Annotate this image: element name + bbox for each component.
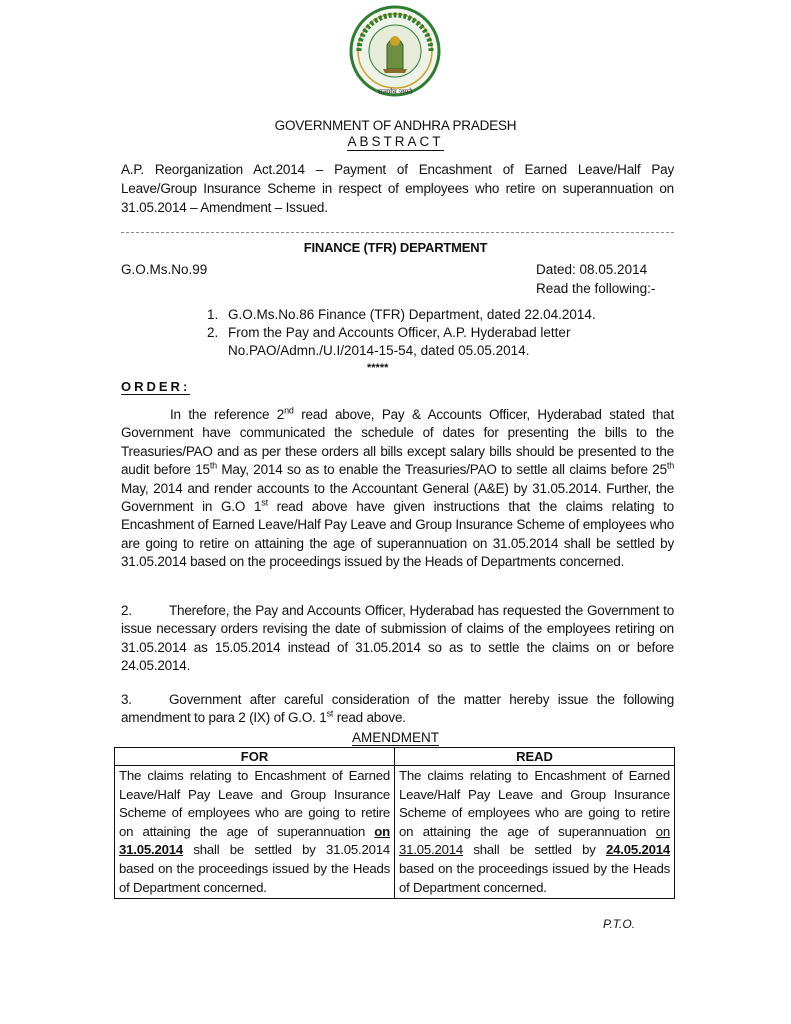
superscript: st — [261, 497, 268, 508]
reference-list — [207, 306, 608, 360]
superscript: nd — [284, 405, 294, 416]
separator-rule — [121, 232, 674, 233]
read-following-label: Read the following:- — [536, 281, 656, 296]
government-heading: GOVERNMENT OF ANDHRA PRADESH — [274, 118, 517, 133]
underlined-date: on 31.05.2014 — [399, 823, 670, 858]
paragraph-number: 2. — [121, 603, 132, 618]
table-row — [115, 766, 675, 899]
emphasized-date: on 31.05.2014 — [119, 823, 390, 858]
go-number: G.O.Ms.No.99 — [121, 262, 208, 277]
reference-item — [207, 324, 608, 360]
department-heading: FINANCE (TFR) DEPARTMENT — [303, 240, 488, 255]
cell-text: shall be settled by 31.05.2014 based on the proceedings issued by the Heads of Department concerned. — [119, 842, 390, 895]
column-header-read: READ — [395, 748, 675, 766]
para1-text: In the reference 2 — [170, 407, 285, 422]
paragraph-3 — [121, 691, 674, 728]
emphasized-date: 24.05.2014 — [605, 842, 670, 858]
para3-text: read above. — [333, 710, 406, 726]
abstract-label: ABSTRACT — [347, 134, 444, 149]
column-header-for: FOR — [115, 748, 395, 766]
reference-number: 2. — [207, 325, 219, 340]
para1-text: May, 2014 so as to enable the Treasuries/PAO to settle all claims before 25 — [216, 462, 667, 478]
superscript: st — [326, 708, 334, 719]
para1-text: May, 2014 and render accounts to the Accountant General (A&E) by 31.05.2014. Further, the Government in G.O 1 — [121, 480, 674, 515]
amendment-table — [114, 747, 675, 899]
amendment-title: AMENDMENT — [352, 730, 439, 745]
order-heading — [121, 379, 190, 394]
table-header-row — [115, 748, 675, 766]
read-cell — [395, 766, 675, 899]
para1-text: read above have given instructions that the claims relating to Encashment of Earned Leave/Half Pay Leave and Group Insurance Scheme of employees who are going to retire on attaining the age of superannuation on 31.05.2014 shall be settled by 31.05.2014 based on the proceedings issued by the Heads of Departments concerned. — [121, 499, 674, 570]
paragraph-1 — [121, 406, 674, 572]
superscript: th — [666, 460, 674, 471]
reference-text: G.O.Ms.No.86 Finance (TFR) Department, dated 22.04.2014. — [228, 307, 596, 322]
separator-stars: ***** — [367, 362, 389, 374]
reference-text: From the Pay and Accounts Officer, A.P. Hyderabad letter No.PAO/Admn./U.I/2014-15-54, dated 05.05.2014. — [228, 325, 571, 358]
para3-text: Government after careful consideration of the matter hereby issue the following amendment to para 2 (IX) of G.O. 1 — [121, 692, 674, 726]
order-label: ORDER: — [121, 379, 191, 394]
superscript: th — [209, 460, 217, 471]
emblem-motto: सत्यमेव जयते — [377, 88, 413, 96]
for-cell — [115, 766, 395, 899]
cell-text: The claims relating to Encashment of Earned Leave/Half Pay Leave and Group Insurance Scheme of employees who are going to retire on attaining the age of superannuation — [399, 768, 670, 839]
go-date: Dated: 08.05.2014 — [536, 262, 648, 277]
reference-number: 1. — [207, 307, 219, 322]
abstract-heading — [0, 134, 791, 149]
cell-text: The claims relating to Encashment of Earned Leave/Half Pay Leave and Group Insurance Scheme of employees who are going to retire on attaining the age of superannuation — [119, 768, 390, 839]
pto-label: P.T.O. — [603, 917, 636, 931]
para2-text: Therefore, the Pay and Accounts Officer, Hyderabad has requested the Government to issue necessary orders revising the date of submission of claims of the employees retiring on 31.05.2014 as 15.05.2014 instead of 31.05.2014 so as to settle the claims on or before 24.05.2014. — [121, 603, 674, 674]
paragraph-number: 3. — [121, 692, 132, 707]
cell-text: based on the proceedings issued by the Heads of Department concerned. — [399, 860, 670, 895]
para1-text: read above, Pay & Accounts Officer, Hyderabad stated that Government have communicated the schedule of dates for presenting the bills to the Treasuries/PAO and as per these orders all bills except salary bills should be presented to the audit before 15 — [121, 407, 674, 478]
paragraph-2 — [121, 602, 674, 676]
amendment-heading — [0, 730, 791, 745]
cell-text: shall be settled by — [463, 842, 606, 858]
subject-text: A.P. Reorganization Act.2014 – Payment of Encashment of Earned Leave/Half Pay Leave/Group Insurance Scheme in respect of employees who retire on superannuation on 31.05.2014 – Amendment – Issued. — [121, 162, 674, 215]
reference-item — [207, 306, 608, 324]
